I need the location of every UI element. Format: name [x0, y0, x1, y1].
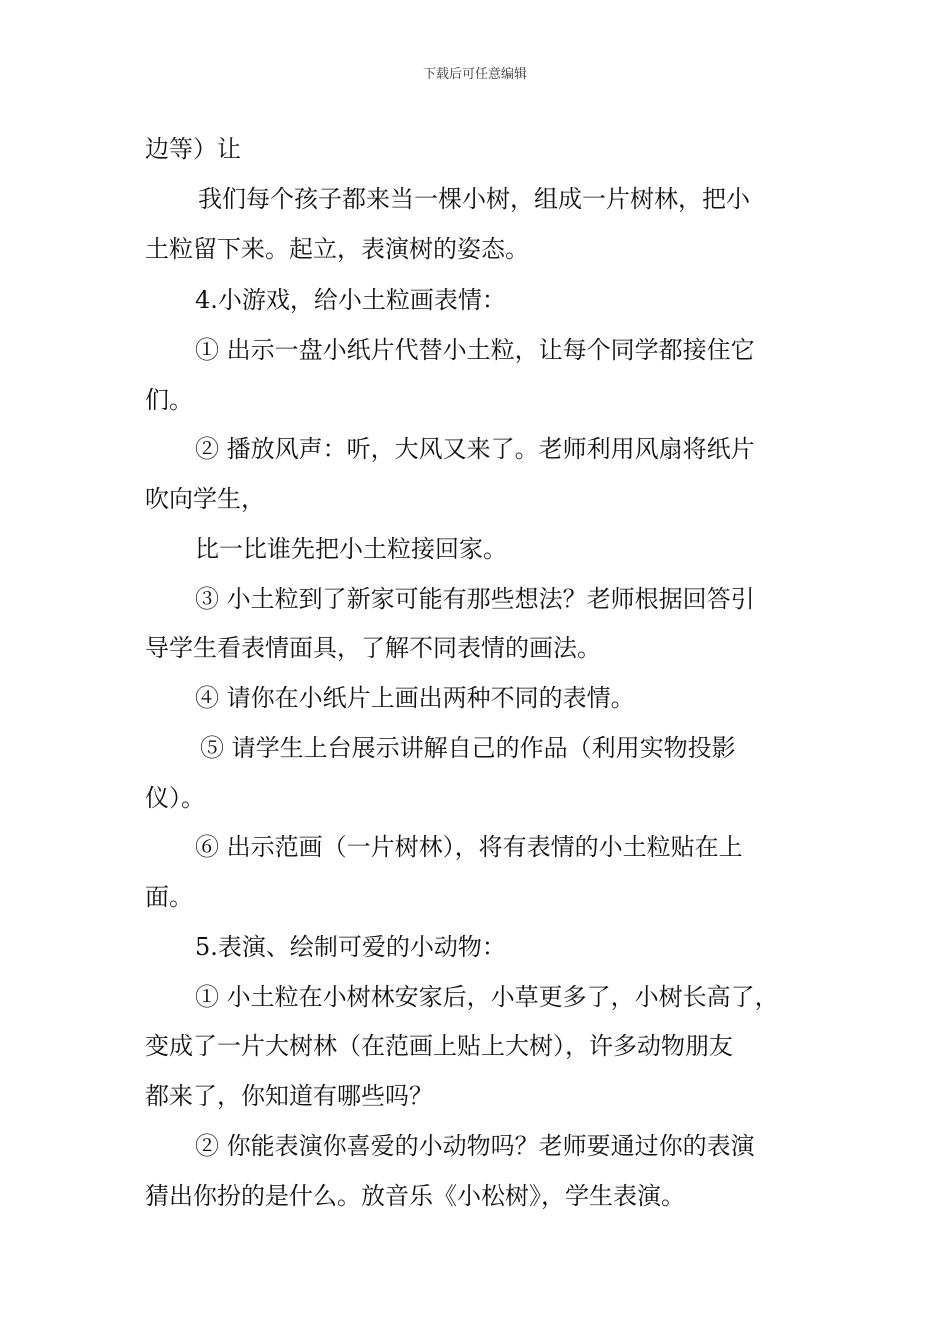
text-line: 吹向学生，	[145, 485, 265, 513]
text-line: 比一比谁先把小土粒接回家。	[195, 535, 507, 563]
text-line: 我们每个孩子都来当一棵小树，组成一片树林，把小	[198, 185, 750, 213]
text-line: ② 你能表演你喜爱的小动物吗？老师要通过你的表演	[195, 1132, 755, 1160]
text-line: 们。	[145, 386, 193, 414]
text-line: ④ 请你在小纸片上画出两种不同的表情。	[195, 684, 635, 712]
text-line: 5.表演、绘制可爱的小动物：	[195, 933, 506, 961]
text-line: 都来了，你知道有哪些吗？	[145, 1082, 433, 1110]
text-line: 猜出你扮的是什么。放音乐《小松树》，学生表演。	[145, 1182, 685, 1210]
text-line: ② 播放风声：听，大风又来了。老师利用风扇将纸片	[195, 435, 755, 463]
text-line: 变成了一片大树林（在范画上贴上大树），许多动物朋友	[145, 1032, 733, 1060]
text-line: 面。	[145, 883, 193, 911]
text-line: ① 出示一盘小纸片代替小土粒，让每个同学都接住它	[195, 336, 755, 364]
page-header: 下载后可任意编辑	[422, 67, 527, 82]
text-line: ③ 小土粒到了新家可能有那些想法？老师根据回答引	[195, 585, 755, 613]
text-line: ⑥ 出示范画（一片树林），将有表情的小土粒贴在上	[195, 833, 743, 861]
text-line: 边等）让	[145, 135, 241, 163]
text-line: 土粒留下来。起立，表演树的姿态。	[145, 235, 529, 263]
text-line: ⑤ 请学生上台展示讲解自己的作品（利用实物投影	[200, 734, 736, 762]
text-line: ① 小土粒在小树林安家后，小草更多了，小树长高了，	[195, 983, 779, 1011]
text-line: 4.小游戏，给小土粒画表情：	[195, 286, 506, 314]
text-line: 仪）。	[145, 784, 205, 812]
text-line: 导学生看表情面具，了解不同表情的画法。	[145, 634, 601, 662]
